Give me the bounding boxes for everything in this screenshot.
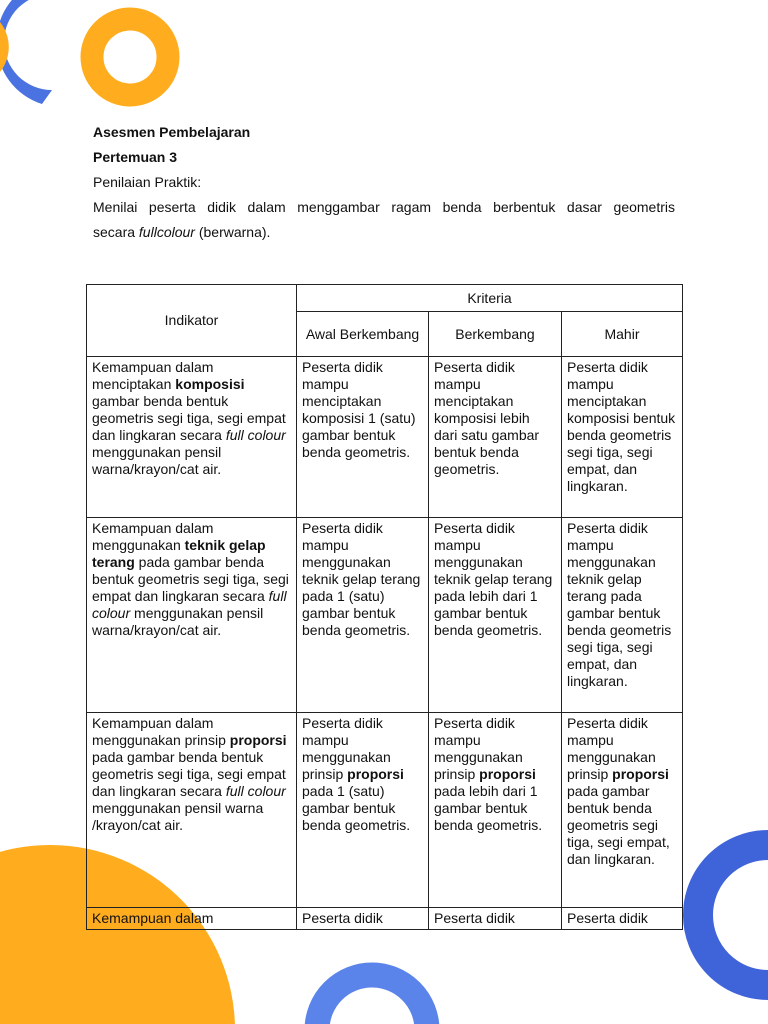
header-berkembang: Berkembang bbox=[429, 312, 562, 357]
meeting-label: Pertemuan 3 bbox=[93, 149, 178, 165]
orange-ring-shape bbox=[92, 19, 168, 95]
berkembang-cell: Peserta didik mampu menciptakan komposisi lebih dari satu gambar bentuk benda geometris. bbox=[429, 357, 562, 518]
description-line-1: Menilai peserta didik dalam menggambar ragam benda berbentuk dasar geometris bbox=[93, 199, 675, 215]
awal-cell: Peserta didik mampu menggunakan prinsip proporsi pada 1 (satu) gambar bentuk benda geometris. bbox=[297, 713, 429, 908]
mahir-cell: Peserta didik bbox=[562, 908, 683, 930]
table-row bbox=[87, 713, 683, 908]
table-row bbox=[87, 908, 683, 930]
blue-ring-shape bbox=[317, 975, 427, 1024]
heading-title: Asesmen Pembelajaran bbox=[93, 124, 251, 140]
header-awal-berkembang: Awal Berkembang bbox=[297, 312, 429, 357]
document-intro bbox=[93, 120, 675, 245]
indikator-cell: Kemampuan dalam menciptakan komposisi gambar benda bentuk geometris segi tiga, segi empat dan lingkaran secara full colour menggunakan pensil warna/krayon/cat air. bbox=[87, 357, 297, 518]
header-indikator: Indikator bbox=[87, 285, 297, 357]
mahir-cell: Peserta didik mampu menggunakan teknik gelap terang pada gambar bentuk benda geometris segi tiga, segi empat, dan lingkaran. bbox=[562, 518, 683, 713]
header-kriteria: Kriteria bbox=[297, 285, 683, 312]
awal-cell: Peserta didik mampu menggunakan teknik gelap terang pada 1 (satu) gambar bentuk benda geometris. bbox=[297, 518, 429, 713]
assessment-type: Penilaian Praktik: bbox=[93, 174, 202, 190]
berkembang-cell: Peserta didik mampu menggunakan teknik gelap terang pada lebih dari 1 gambar bentuk benda geometris. bbox=[429, 518, 562, 713]
mahir-cell: Peserta didik mampu menggunakan prinsip proporsi pada gambar bentuk benda geometris segi tiga, segi empat, dan lingkaran. bbox=[562, 713, 683, 908]
awal-cell: Peserta didik bbox=[297, 908, 429, 930]
berkembang-cell: Peserta didik bbox=[429, 908, 562, 930]
rubric-table bbox=[86, 284, 683, 930]
fullcolour-term: fullcolour bbox=[138, 224, 195, 240]
table-row bbox=[87, 518, 683, 713]
mahir-cell: Peserta didik mampu menciptakan komposisi bentuk benda geometris segi tiga, segi empat, dan lingkaran. bbox=[562, 357, 683, 518]
indikator-cell: Kemampuan dalam menggunakan teknik gelap terang pada gambar benda bentuk geometris segi tiga, segi empat dan lingkaran secara full colour menggunakan pensil warna/krayon/cat air. bbox=[87, 518, 297, 713]
description-line-2: secara fullcolour (berwarna). bbox=[93, 224, 271, 240]
awal-cell: Peserta didik mampu menciptakan komposisi 1 (satu) gambar bentuk benda geometris. bbox=[297, 357, 429, 518]
header-mahir: Mahir bbox=[562, 312, 683, 357]
blue-ring-right-shape bbox=[698, 845, 768, 985]
indikator-cell: Kemampuan dalam menggunakan prinsip proporsi pada gambar benda bentuk geometris segi tiga, segi empat dan lingkaran secara full colour menggunakan pensil warna /krayon/cat air. bbox=[87, 713, 297, 908]
indikator-cell: Kemampuan dalam bbox=[87, 908, 297, 930]
berkembang-cell: Peserta didik mampu menggunakan prinsip proporsi pada lebih dari 1 gambar bentuk benda geometris. bbox=[429, 713, 562, 908]
table-row bbox=[87, 357, 683, 518]
